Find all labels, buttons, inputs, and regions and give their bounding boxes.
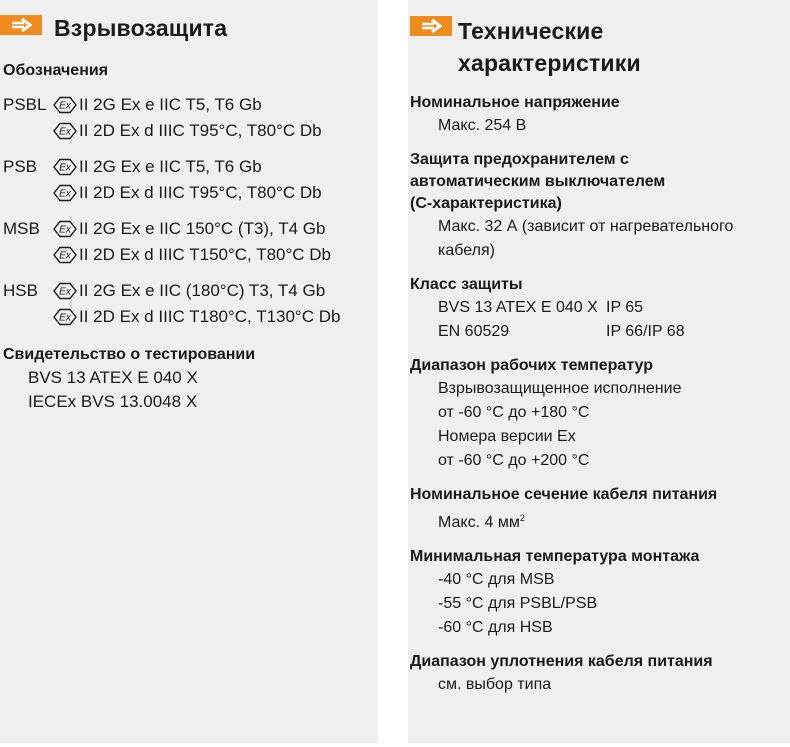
seal-section (408, 651, 790, 697)
cable-section (408, 484, 790, 535)
svg-text:Ex: Ex (59, 312, 71, 324)
markings-list (0, 92, 378, 330)
marking-lines (53, 278, 378, 330)
svg-text:Ex: Ex (59, 100, 71, 112)
marking-line (53, 180, 378, 206)
marking-row (0, 278, 378, 330)
protection-standard: EN 60529 (438, 323, 510, 340)
marking-line (53, 92, 378, 118)
marking-lines (53, 154, 378, 206)
cable-heading: Номинальное сечение кабеля питания (410, 486, 718, 503)
certificate-heading: Свидетельство о тестировании (3, 346, 256, 363)
product-type: HSB (3, 281, 38, 300)
marking-line (53, 278, 378, 304)
mounting-line: -55 °C для PSBL/PSB (438, 595, 598, 612)
marking-block (0, 154, 378, 206)
voltage-value: Макс. 254 В (438, 117, 527, 134)
cable-value-text: Макс. 4 мм (438, 514, 520, 531)
fuse-heading-line: Защита предохранителем с (410, 151, 629, 168)
temperature-heading: Диапазон рабочих температур (410, 357, 654, 374)
marking-text: II 2G Ex e IIC 150°C (T3), T4 Gb (79, 219, 326, 238)
fuse-section (408, 149, 790, 263)
markings-heading: Обозначения (3, 62, 109, 79)
ex-atex-icon (53, 246, 77, 264)
fuse-heading-line: автоматическим выключателем (410, 173, 666, 190)
temperature-section (408, 355, 790, 473)
marking-text: II 2D Ex d IIIC T150°C, T80°C Db (79, 245, 332, 264)
marking-line (53, 118, 378, 144)
title-line: характеристики (458, 50, 641, 76)
technical-data-panel (408, 0, 790, 743)
marking-text: II 2G Ex e IIC T5, T6 Gb (79, 95, 262, 114)
temperature-line: от -60 °C до +180 °C (438, 404, 590, 421)
svg-text:Ex: Ex (59, 162, 71, 174)
marking-line (53, 216, 378, 242)
svg-text:Ex: Ex (59, 126, 71, 138)
certificate-line: IECEx BVS 13.0048 X (28, 392, 198, 411)
temperature-line: от -60 °C до +200 °C (438, 452, 590, 469)
arrow-right-icon (410, 16, 452, 36)
fuse-heading (408, 149, 790, 215)
svg-text:Ex: Ex (59, 188, 71, 200)
voltage-heading: Номинальное напряжение (410, 94, 620, 111)
product-type: PSB (3, 157, 38, 176)
ex-atex-icon (53, 308, 77, 326)
marking-text: II 2D Ex d IIIC T95°C, T80°C Db (79, 183, 322, 202)
seal-heading: Диапазон уплотнения кабеля питания (410, 653, 713, 670)
mounting-line: -60 °C для HSB (438, 619, 553, 636)
marking-block (0, 278, 378, 330)
protection-standard: BVS 13 ATEX E 040 X (438, 299, 598, 316)
mounting-line: -40 °C для MSB (438, 571, 555, 588)
explosion-protection-panel (0, 0, 378, 743)
marking-block (0, 92, 378, 144)
marking-text: II 2G Ex e IIC T5, T6 Gb (79, 157, 262, 176)
mounting-section (408, 546, 790, 640)
seal-value: см. выбор типа (438, 676, 552, 693)
marking-line (53, 242, 378, 268)
product-type: PSBL (3, 95, 47, 114)
marking-block (0, 216, 378, 268)
fuse-value: Макс. 32 А (зависит от нагревательного кабеля) (438, 218, 734, 259)
ex-atex-icon (53, 96, 77, 114)
protection-ip: IP 66/IP 68 (606, 323, 685, 340)
marking-row (0, 92, 378, 144)
svg-text:Ex: Ex (59, 224, 71, 236)
marking-row (0, 154, 378, 206)
ex-atex-icon (53, 282, 77, 300)
protection-heading: Класс защиты (410, 276, 523, 293)
temperature-line: Номера версии Ex (438, 428, 576, 445)
protection-row (408, 320, 790, 344)
marking-text: II 2D Ex d IIIC T95°C, T80°C Db (79, 121, 322, 140)
marking-text: II 2D Ex d IIIC T180°C, T130°C Db (79, 307, 341, 326)
explosion-protection-header (0, 0, 378, 44)
section-title-technical (458, 15, 641, 79)
product-type: MSB (3, 219, 40, 238)
marking-row (0, 216, 378, 268)
technical-data-header (408, 0, 790, 84)
ex-atex-icon (53, 220, 77, 238)
protection-ip: IP 65 (606, 299, 644, 316)
title-line: Технические (458, 18, 604, 44)
marking-line (53, 154, 378, 180)
svg-text:Ex: Ex (59, 250, 71, 262)
temperature-line: Взрывозащищенное исполнение (438, 380, 682, 397)
cable-value (408, 506, 790, 535)
fuse-heading-line: (С-характеристика) (410, 195, 562, 212)
svg-text:Ex: Ex (59, 286, 71, 298)
ex-atex-icon (53, 184, 77, 202)
cable-unit-superscript: 2 (519, 513, 525, 523)
voltage-section (408, 92, 790, 138)
mounting-heading: Минимальная температура монтажа (410, 548, 700, 565)
ex-atex-icon (53, 122, 77, 140)
arrow-right-icon (0, 15, 42, 35)
marking-text: II 2G Ex e IIC (180°C) T3, T4 Gb (79, 281, 326, 300)
marking-lines (53, 216, 378, 268)
certificate-section (0, 344, 378, 414)
ex-atex-icon (53, 158, 77, 176)
page-title: Взрывозащита (54, 15, 228, 41)
protection-row (408, 296, 790, 320)
certificate-line: BVS 13 ATEX E 040 X (28, 368, 198, 387)
protection-section (408, 274, 790, 344)
marking-lines (53, 92, 378, 144)
marking-line (53, 304, 378, 330)
